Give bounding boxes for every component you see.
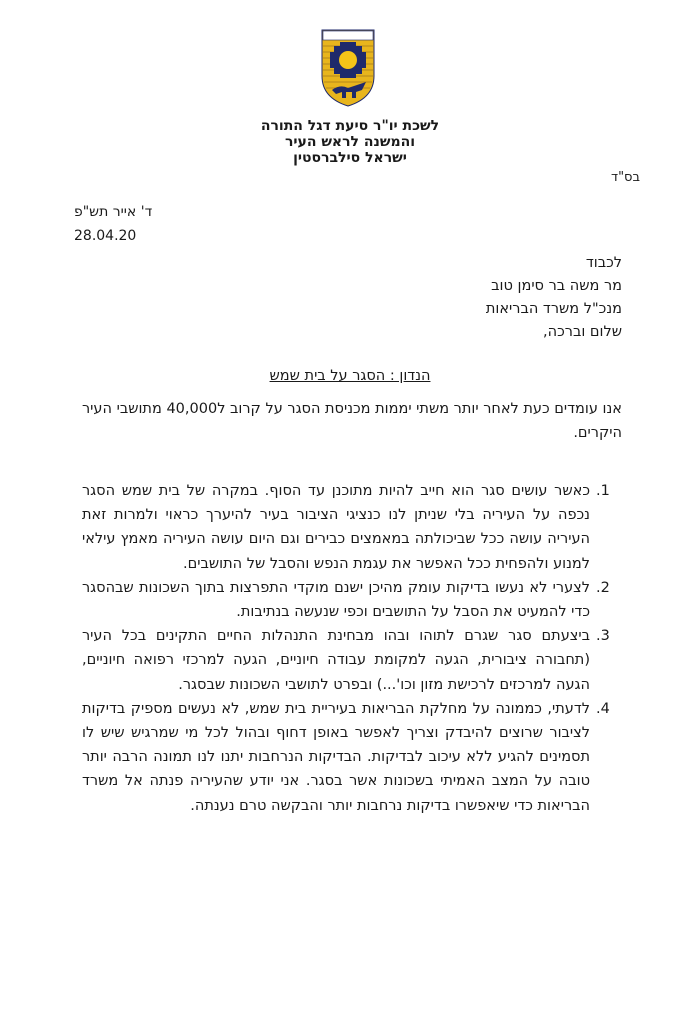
sender-block (200, 118, 500, 166)
list-item (82, 697, 622, 818)
points-list (82, 479, 622, 818)
recipient-block (486, 252, 622, 344)
beit-shemesh-emblem-icon (320, 28, 376, 108)
list-item-text: לצערי לא נעשו בדיקות עומק מהיכן ישנם מוקדי התפרצות בתוך השכונות שבהסגר כדי להמעיט את הסבל על התושבים וכפי שנעשה בנתיבות. (82, 579, 590, 621)
list-item (82, 624, 622, 697)
hebrew-date: ד' אייר תש"פ (74, 204, 153, 220)
intro-paragraph: אנו עומדים כעת לאחר יותר משתי יממות מכניסת הסגר על קרוב ל40,000 מתושבי העיר היקרים. (82, 401, 622, 441)
gregorian-date: 28.04.20 (74, 228, 137, 244)
list-item-text: כאשר עושים סגר הוא חייב להיות מתוכנן עד הסוף. במקרה של בית שמש הסגר נכפה על העיריה בלי שניתן לנו כנציגי הציבור בעיר להיערך כראוי ולמרות זאת העיריה עושה ככל שביכולתה במאמצים כבירים וגם היום עושה העיריה מאמץ עילאי למנוע ולהפחית ככל האפשר את עגמת הנפש והסבל של התושבים. (82, 483, 590, 572)
sender-line-office: לשכת יו"ר סיעת דגל התורה (260, 118, 440, 134)
list-item-text: ביצעתם סגר שגרם לתוהו ובהו מבחינת התנהלות החיים התקינים בכל העיר (תחבורה ציבורית, הגעה למקומת עבודה חיוניים, הגעה למרכזי רפואה חיוניים, הגעה למרכזים לרכישת מזון וכו'...) ובפרט לתושבי השכונות שבסגר. (82, 628, 590, 693)
bsd-mark: בס"ד (610, 170, 640, 185)
sender-line-role: והמשנה לראש העיר (284, 134, 416, 150)
list-item-text: לדעתי, כממונה על מחלקת הבריאות בעיריית בית שמש, לא נעשים מספיק בדיקות לציבור שרוצים להיבדק וצריך לאפשר באופן דחוף ובהול לכל מי שמרגיש שיש לו תסמינים להגיע ללא עיכוב לבדיקות. הבדיקות הנרחבות יתנו לנו תמונה הרבה יותר טובה על המצב האמיתי בשכונות אשר בסגר. אני יודע שהעיריה פנתה אל משרד הבריאות כדי שיאפשרו בדיקות נרחבות יותר והבקשה טרם נענתה. (82, 700, 590, 814)
recipient-greeting: שלום וברכה, (543, 324, 622, 340)
recipient-title: מנכ"ל משרד הבריאות (485, 301, 622, 317)
list-item (82, 479, 622, 576)
recipient-salutation: לכבוד (585, 255, 622, 271)
list-item-number: 1. (596, 483, 610, 499)
list-item (82, 576, 622, 624)
list-item-number: 2. (596, 579, 610, 596)
subject-text: הנדון : הסגר על בית שמש (269, 368, 431, 384)
list-item-number: 3. (596, 628, 610, 645)
sender-line-name: ישראל סילברסטין (293, 150, 407, 166)
list-item-number: 4. (596, 700, 610, 717)
subject-line (0, 368, 700, 384)
recipient-name: מר משה בר סימן טוב (491, 278, 622, 294)
